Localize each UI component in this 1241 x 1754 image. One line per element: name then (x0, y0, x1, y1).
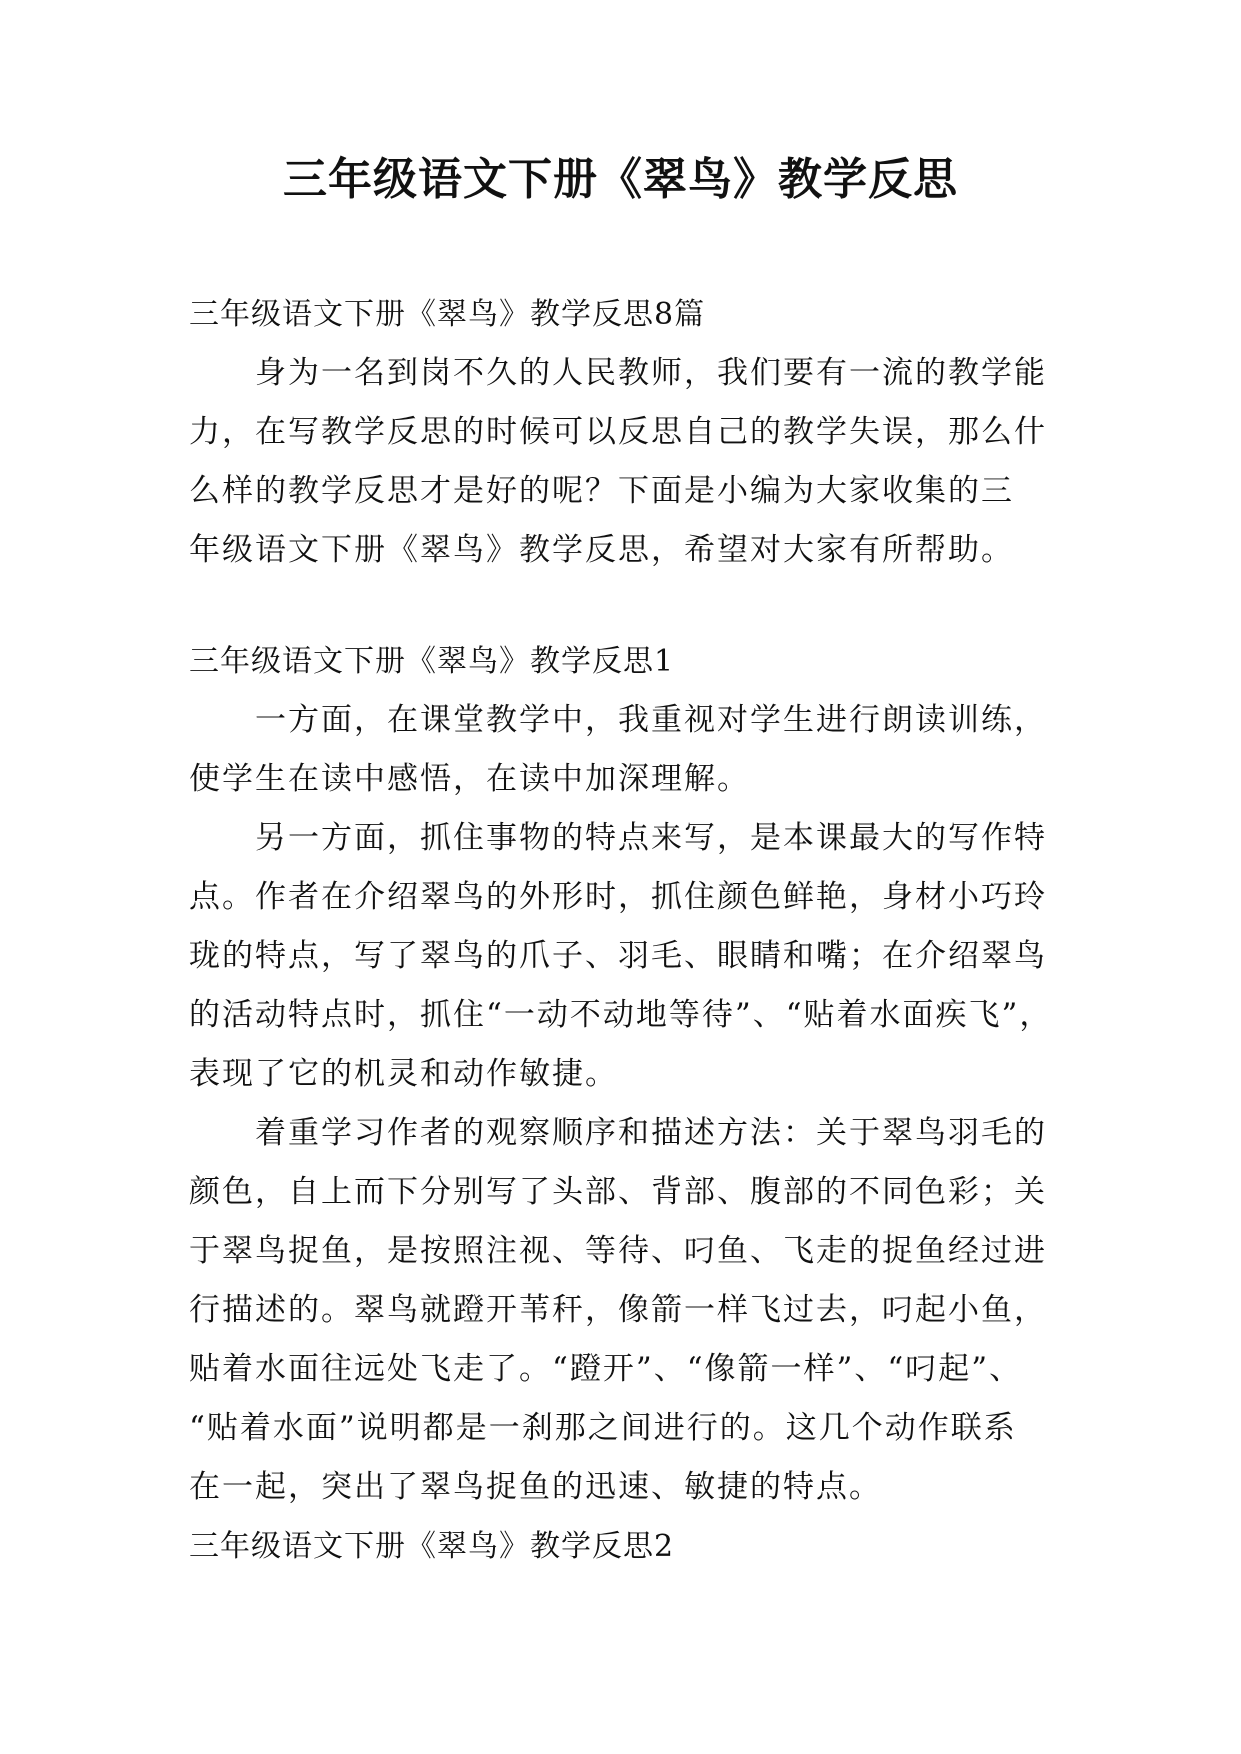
text-line: 另一方面，抓住事物的特点来写，是本课最大的写作特 (189, 820, 1047, 856)
text-line: 颜色，自上而下分别写了头部、背部、腹部的不同色彩；关 (189, 1174, 1047, 1210)
text-line: 一方面，在课堂教学中，我重视对学生进行朗读训练， (189, 702, 1047, 738)
text-line: 于翠鸟捉鱼，是按照注视、等待、叼鱼、飞走的捉鱼经过进 (189, 1233, 1047, 1269)
text-line: 年级语文下册《翠鸟》教学反思，希望对大家有所帮助。 (189, 532, 1014, 568)
text-line: 行描述的。翠鸟就蹬开苇秆，像箭一样飞过去，叼起小鱼， (189, 1292, 1047, 1328)
section-body-1 (189, 691, 1053, 1517)
text-line: “贴着水面”说明都是一刹那之间进行的。这几个动作联系 (189, 1410, 1017, 1446)
document-title: 三年级语文下册《翠鸟》教学反思 (283, 154, 958, 205)
text-line: 身为一名到岗不久的人民教师，我们要有一流的教学能 (189, 355, 1047, 391)
text-line: 珑的特点，写了翠鸟的爪子、羽毛、眼睛和嘴；在介绍翠鸟 (189, 938, 1047, 974)
document-body (189, 285, 1053, 1576)
text-line: 么样的教学反思才是好的呢？下面是小编为大家收集的三 (189, 473, 1014, 509)
text-line: 表现了它的机灵和动作敏捷。 (189, 1056, 618, 1092)
text-line: 着重学习作者的观察顺序和描述方法：关于翠鸟羽毛的 (189, 1115, 1047, 1151)
text-line: 在一起，突出了翠鸟捉鱼的迅速、敏捷的特点。 (189, 1469, 882, 1505)
section-gap (189, 580, 1049, 632)
section-heading-1: 三年级语文下册《翠鸟》教学反思1 (189, 644, 675, 679)
text-line: 的活动特点时，抓住“一动不动地等待”、“贴着水面疾飞”， (189, 997, 1053, 1033)
text-line: 使学生在读中感悟，在读中加深理解。 (189, 761, 750, 797)
intro-heading: 三年级语文下册《翠鸟》教学反思8篇 (189, 297, 706, 332)
text-line: 贴着水面往远处飞走了。“蹬开”、“像箭一样”、“叼起”、 (189, 1351, 1023, 1387)
text-line: 点。作者在介绍翠鸟的外形时，抓住颜色鲜艳，身材小巧玲 (189, 879, 1047, 915)
section-heading-2: 三年级语文下册《翠鸟》教学反思2 (189, 1529, 675, 1564)
text-line: 力，在写教学反思的时候可以反思自己的教学失误，那么什 (189, 414, 1047, 450)
intro-paragraph (189, 344, 1049, 580)
